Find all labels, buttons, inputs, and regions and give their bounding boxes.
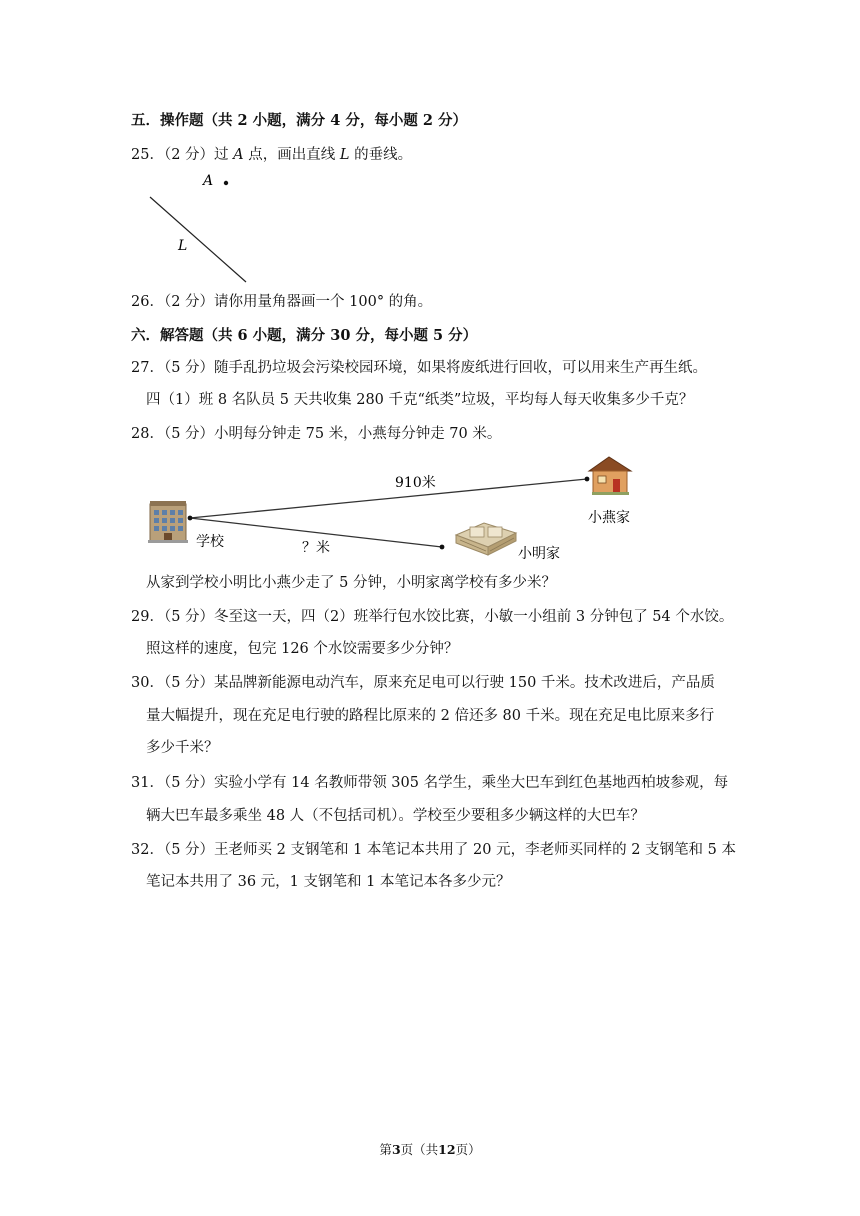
line-l (150, 197, 246, 282)
school-label: 学校 (196, 534, 224, 550)
point-a-label: A (203, 173, 214, 189)
question-31-line-1: 31．（5 分）实验小学有 14 名教师带领 305 名学生，乘坐大巴车到红色基地西柏坡参观，每 (131, 775, 729, 791)
question-29-line-2: 照这样的速度，包完 126 个水饺需要多少分钟？ (146, 641, 459, 657)
xiaoyan-home-label: 小燕家 (588, 510, 630, 526)
distance-bottom-label: ？米 (302, 540, 330, 556)
q28-route-diagram (140, 455, 670, 570)
current-page-number: 3 (391, 1142, 401, 1157)
question-27-line-2: 四（1）班 8 名队员 5 天共收集 280 千克“纸类”垃圾，平均每人每天收集多少千克？ (146, 392, 694, 408)
house-icon (589, 457, 631, 495)
xiaoyan-point (585, 477, 590, 482)
question-29-line-1: 29．（5 分）冬至这一天，四（2）班举行包水饺比赛，小敏一小组前 3 分钟包了 54 个水饺。 (131, 609, 734, 625)
question-32-line-2: 笔记本共用了 36 元，1 支钢笔和 1 本笔记本各多少元？ (146, 874, 511, 890)
question-30-line-3: 多少千米？ (146, 740, 219, 756)
school-building-icon (148, 501, 188, 543)
question-25: 25．（2 分）过 A 点，画出直线 L 的垂线。 (131, 147, 413, 163)
xiaoming-home-label: 小明家 (518, 546, 560, 562)
distance-top-label: 910米 (395, 475, 436, 491)
question-32-line-1: 32．（5 分）王老师买 2 支钢笔和 1 本笔记本共用了 20 元，李老师买同样的 2 支钢笔和 5 本 (131, 842, 736, 858)
xiaoming-point (440, 545, 445, 550)
question-30-line-2: 量大幅提升，现在充足电行驶的路程比原来的 2 倍还多 80 千米。现在充足电比原来多行 (146, 708, 715, 724)
total-page-count: 12 (438, 1142, 456, 1157)
question-26: 26．（2 分）请你用量角器画一个 100° 的角。 (131, 294, 433, 310)
q25-figure (140, 165, 270, 290)
residential-building-icon (456, 523, 516, 555)
point-a (224, 181, 228, 185)
section-6-heading: 六．解答题（共 6 小题，满分 30 分，每小题 5 分） (131, 327, 478, 344)
question-28-line-1: 28．（5 分）小明每分钟走 75 米，小燕每分钟走 70 米。 (131, 426, 502, 442)
school-point (188, 516, 193, 521)
question-27-line-1: 27．（5 分）随手乱扔垃圾会污染校园环境，如果将废纸进行回收，可以用来生产再生纸。 (131, 360, 708, 376)
question-28-line-2: 从家到学校小明比小燕少走了 5 分钟，小明家离学校有多少米？ (146, 575, 556, 591)
question-31-line-2: 辆大巴车最多乘坐 48 人（不包括司机）。学校至少要租多少辆这样的大巴车？ (146, 808, 645, 824)
line-l-label: L (178, 238, 188, 254)
question-30-line-1: 30．（5 分）某品牌新能源电动汽车，原来充足电可以行驶 150 千米。技术改进后，产品质 (131, 675, 715, 691)
page-footer: 第3页（共12页） (379, 1142, 481, 1157)
route-to-xiaoyan (190, 479, 587, 518)
section-5-heading: 五．操作题（共 2 小题，满分 4 分，每小题 2 分） (131, 112, 468, 129)
